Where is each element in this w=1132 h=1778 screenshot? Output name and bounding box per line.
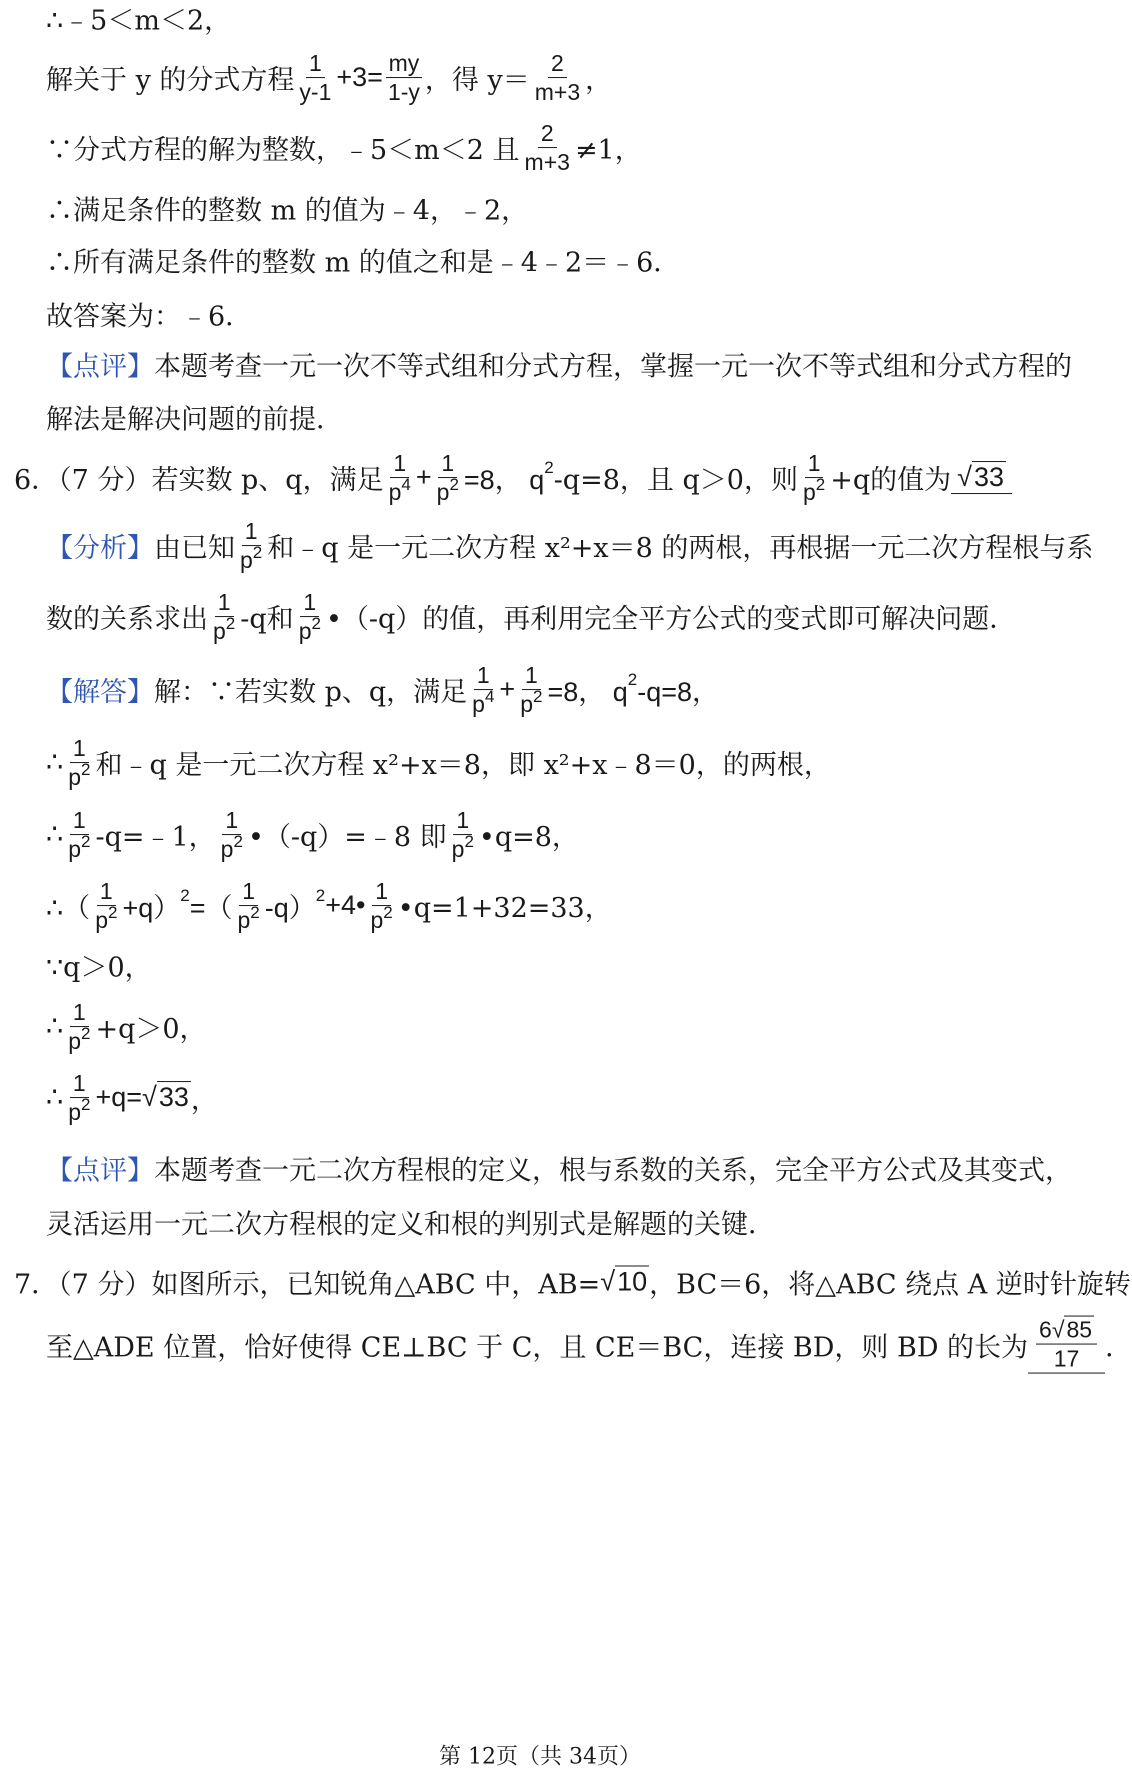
review-tag: 【点评】 — [46, 1155, 154, 1187]
review-1-line-1 — [0, 345, 1080, 384]
exponent: 2 — [315, 886, 326, 905]
fraction-1-over-p2: 1 $p^2$ — [68, 735, 91, 791]
fraction-1-over-p2: 1 $p^2$ — [802, 450, 826, 506]
fraction-2-over-m-plus-3: 2 m+3 — [524, 120, 570, 176]
text: -q=﹣1， — [95, 822, 216, 854]
fraction-1-over-p2: 1 $p^2$ — [451, 807, 474, 863]
text: 解：∵若实数 p、q，满足 — [154, 677, 468, 709]
fraction-1-over-y-minus-1: 1 y-1 — [299, 50, 332, 106]
review-tag: 【点评】 — [46, 351, 154, 383]
fraction-1-over-p2: 1 $p^2$ — [95, 878, 118, 934]
sqrt-10: √10 — [600, 1266, 648, 1297]
page-footer: 第 12页（共 34页） — [439, 1744, 641, 1770]
text: 本题考查一元二次方程根的定义，根与系数的关系，完全平方公式及其变式， — [154, 1155, 1072, 1187]
answer-blank — [1028, 1317, 1105, 1374]
solution-line-5 — [0, 946, 1080, 985]
solution-line-1 — [0, 662, 1080, 718]
fraction-1-over-p2: 1 $p^2$ — [220, 807, 243, 863]
text: ∴ — [46, 747, 64, 779]
text: ∴ — [46, 819, 64, 851]
line-range-m — [0, 0, 1080, 38]
question-7-line-2 — [0, 1316, 1132, 1374]
line-m-values — [0, 189, 1080, 228]
sqrt-33: √33 — [142, 1082, 189, 1113]
text: 7．（7 分）如图所示，已知锐角△ABC 中，AB= — [14, 1269, 601, 1301]
text: -q=8，且 q＞0，则 — [553, 465, 798, 497]
text: ∴ — [46, 1011, 64, 1043]
answer-blank — [951, 462, 1012, 494]
text: +q= — [95, 1082, 143, 1113]
text: -q和 — [240, 604, 294, 636]
fraction-2-over-m-plus-3: 2 m+3 — [534, 50, 581, 106]
text: -q） — [264, 893, 316, 924]
solution-tag: 【解答】 — [46, 677, 154, 709]
text: ∴ — [46, 1082, 64, 1114]
line-integer-solution — [0, 120, 1080, 176]
text: •（-q）的值，再利用完全平方公式的变式即可解决问题． — [325, 604, 1017, 636]
text: 和﹣q 是一元二次方程 x²+x＝8，即 x²+x﹣8＝0，的两根， — [95, 750, 831, 782]
fraction-1-over-p2: 1 $p^2$ — [68, 1070, 91, 1126]
text: =8， q — [463, 465, 545, 496]
text: 故答案为：﹣6． — [46, 301, 253, 333]
line-sum — [0, 241, 1080, 280]
text: ， — [585, 65, 613, 97]
fraction-1-over-p2: 1 $p^2$ — [213, 589, 236, 645]
question-7-line-1 — [0, 1263, 1131, 1302]
analysis-tag: 【分析】 — [46, 533, 154, 565]
text: •q=8， — [478, 822, 579, 854]
text: +q） — [122, 893, 181, 924]
text: ，BC＝6，将△ABC 绕点 A 逆时针旋转 — [649, 1269, 1131, 1301]
text: ∵q＞0， — [46, 952, 152, 984]
analysis-line-2 — [0, 589, 1080, 645]
review-2-line-2 — [0, 1203, 1080, 1242]
fraction-1-over-p2: $\frac{1}{p^2}$ — [436, 450, 459, 506]
solution-line-2 — [0, 735, 1080, 791]
text: +q＞0， — [95, 1014, 207, 1046]
text: ∴﹣5＜m＜2， — [46, 5, 232, 37]
fraction-6sqrt85-over-17: $\frac{6√85}{17}$ — [1036, 1317, 1097, 1373]
text: 本题考查一元一次不等式组和分式方程，掌握一元一次不等式组和分式方程的 — [154, 351, 1072, 383]
text: +q的值为 — [830, 465, 952, 497]
text: ，得 y＝ — [424, 65, 530, 97]
solution-line-7 — [0, 1070, 1080, 1126]
text: •（-q）=﹣8 即 — [247, 822, 447, 854]
text: 和﹣q 是一元二次方程 x²+x＝8 的两根，再根据一元二次方程根与系 — [267, 533, 1094, 565]
fraction-1-over-p2: 1 $p^2$ — [298, 589, 321, 645]
fraction-1-over-p4: 1 $p^4$ — [472, 662, 495, 718]
fraction-my-over-1-minus-y: $\frac{my}{1-y}$ — [385, 50, 423, 106]
fraction-1-over-p2: 1 $p^2$ — [68, 807, 91, 863]
fraction-1-over-p2: 1 $p^2$ — [68, 999, 91, 1055]
text: +4• — [325, 890, 366, 921]
text: •q=1+32=33， — [397, 893, 612, 925]
text: +3= — [336, 62, 383, 93]
text: -q=8， — [637, 677, 720, 708]
text: 灵活运用一元二次方程根的定义和根的判别式是解题的关键． — [46, 1209, 775, 1241]
text: + — [499, 674, 516, 705]
text: ∴满足条件的整数 m 的值为﹣4，﹣2， — [46, 195, 529, 227]
fraction-1-over-p2: 1 $p^2$ — [237, 878, 260, 934]
text: 解关于 y 的分式方程 — [46, 65, 295, 97]
line-answer — [0, 295, 1080, 334]
text: ∵分式方程的解为整数，﹣5＜m＜2 且 — [46, 135, 520, 167]
analysis-line-1 — [0, 518, 1094, 574]
text: ∴（ — [46, 893, 91, 925]
question-6 — [0, 450, 1080, 506]
text: ． — [1105, 1332, 1132, 1364]
fraction-1-over-p2: 1 $p^2$ — [370, 878, 393, 934]
text: 数的关系求出 — [46, 604, 208, 636]
exponent: 2 — [544, 458, 554, 477]
text: =（ — [189, 893, 233, 924]
exponent: 2 — [180, 886, 190, 905]
fraction-1-over-p2: 1 $p^2$ — [240, 518, 263, 574]
solution-line-3 — [0, 807, 1080, 863]
text: ， — [190, 1085, 218, 1117]
fraction-1-over-p4: 1 $p^4$ — [388, 450, 411, 506]
review-2-line-1 — [0, 1149, 1080, 1188]
text: 解法是解决问题的前提． — [46, 404, 343, 436]
line-solve-equation — [0, 50, 1080, 106]
text: =8， q — [547, 677, 628, 708]
sqrt-33: √33 — [957, 462, 1005, 492]
text: 6．（7 分）若实数 p、q，满足 — [14, 465, 384, 497]
solution-line-4 — [0, 878, 1080, 934]
text: ∴所有满足条件的整数 m 的值之和是﹣4﹣2＝﹣6． — [46, 247, 681, 279]
solution-line-6 — [0, 999, 1080, 1055]
fraction-1-over-p2: $\frac{1}{p^2}$ — [520, 662, 543, 718]
exponent: 2 — [627, 670, 638, 689]
text: ≠1， — [574, 135, 642, 167]
text: 至△ADE 位置，恰好使得 CE⊥BC 于 C，且 CE＝BC，连接 BD，则 BD 的长为 — [46, 1332, 1029, 1364]
review-1-line-2 — [0, 398, 1080, 437]
text: + — [415, 462, 432, 493]
text: 由已知 — [154, 533, 235, 565]
